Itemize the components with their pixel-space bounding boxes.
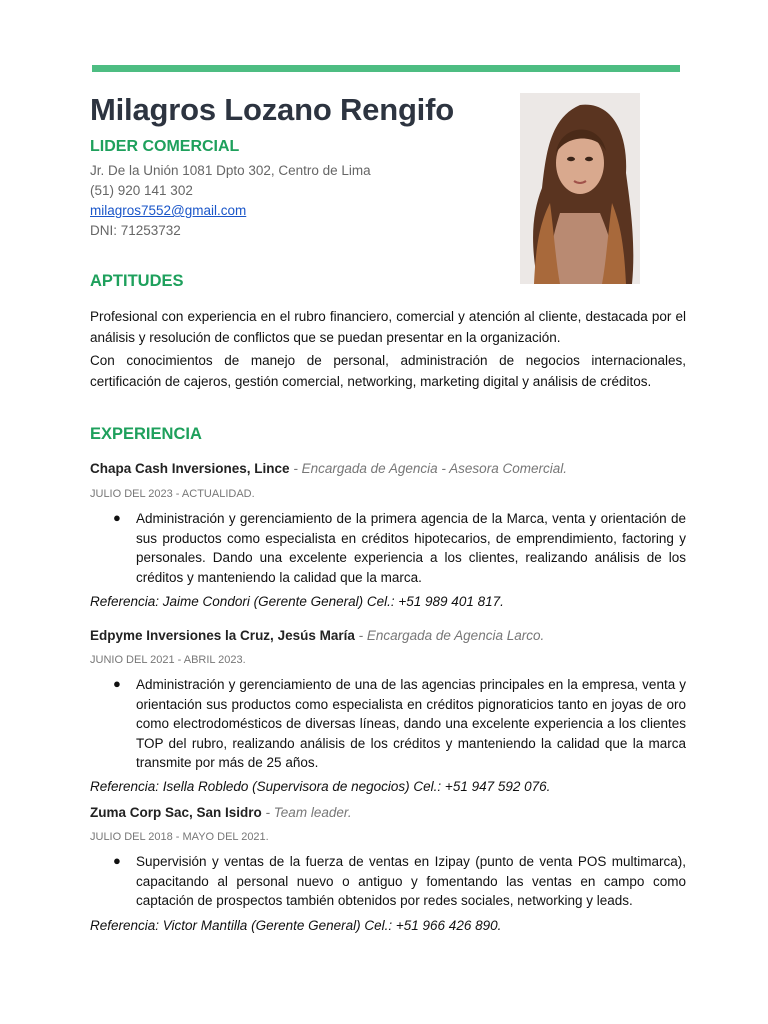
job-header (90, 805, 352, 820)
experiencia-heading: EXPERIENCIA (90, 425, 202, 443)
job-company: Zuma Corp Sac, San Isidro (90, 805, 262, 820)
aptitudes-paragraph-2: Con conocimientos de manejo de personal, administración de negocios internacionales, certificación de cajeros, gestión comercial, networking, marketing digital y análisis de créditos. (90, 353, 686, 389)
bullet-icon: ● (113, 853, 121, 868)
bullet-icon: ● (113, 510, 121, 525)
candidate-role: LIDER COMERCIAL (90, 138, 240, 155)
top-accent-rule (92, 65, 680, 72)
job-dates: JULIO DEL 2023 - ACTUALIDAD. (90, 488, 255, 500)
candidate-name: Milagros Lozano Rengifo (90, 92, 454, 127)
job-header (90, 628, 544, 643)
job-position: - Encargada de Agencia - Asesora Comercial. (289, 461, 567, 476)
job-description: Administración y gerenciamiento de una de las agencias principales en la empresa, venta y orientación sus productos como especialista en créditos pignoraticios tanto en joyas de oro como electrodomésticos de diversas líneas, dando una excelente experiencia a los clientes TOP del rubro, realizando análisis de los créditos y manteniendo la calidad que la marca transmite por más de 25 años. (136, 677, 686, 771)
job-company: Chapa Cash Inversiones, Lince (90, 461, 290, 476)
bullet-icon: ● (113, 676, 121, 691)
address: Jr. De la Unión 1081 Dpto 302, Centro de Lima (90, 163, 371, 178)
job-reference: Referencia: Isella Robledo (Supervisora de negocios) Cel.: +51 947 592 076. (90, 779, 551, 794)
job-dates: JUNIO DEL 2021 - ABRIL 2023. (90, 654, 246, 666)
dni: DNI: 71253732 (90, 223, 181, 238)
job-position: - Team leader. (261, 805, 352, 820)
aptitudes-paragraph-1: Profesional con experiencia en el rubro financiero, comercial y atención al cliente, destacada por el análisis y resolución de conflictos que se puedan presentar en la organización. (90, 309, 686, 345)
profile-photo (520, 93, 640, 284)
job-reference: Referencia: Victor Mantilla (Gerente General) Cel.: +51 966 426 890. (90, 918, 502, 933)
job-description: Administración y gerenciamiento de la primera agencia de la Marca, venta y orientación de sus productos como especialista en créditos hipotecarios, de emprendimiento, factoring y personales. Dando una excelente experiencia a los clientes, realizando análisis de los créditos y manteniendo la calidad que la marca. (136, 511, 686, 585)
phone: (51) 920 141 302 (90, 183, 193, 198)
aptitudes-heading: APTITUDES (90, 272, 184, 290)
job-position: - Encargada de Agencia Larco. (354, 628, 545, 643)
job-header (90, 461, 567, 476)
job-reference: Referencia: Jaime Condori (Gerente General) Cel.: +51 989 401 817. (90, 594, 504, 609)
job-company: Edpyme Inversiones la Cruz, Jesús María (90, 628, 355, 643)
job-description: Supervisión y ventas de la fuerza de ventas en Izipay (punto de venta POS multimarca), capacitando al personal nuevo o antiguo y fomentando las ventas en campo como captación de prospectos también obtenidos por redes sociales, networking y leads. (136, 854, 686, 909)
contact-block (90, 161, 371, 241)
job-dates: JULIO DEL 2018 - MAYO DEL 2021. (90, 831, 269, 843)
email-link[interactable]: milagros7552@gmail.com (90, 203, 247, 218)
